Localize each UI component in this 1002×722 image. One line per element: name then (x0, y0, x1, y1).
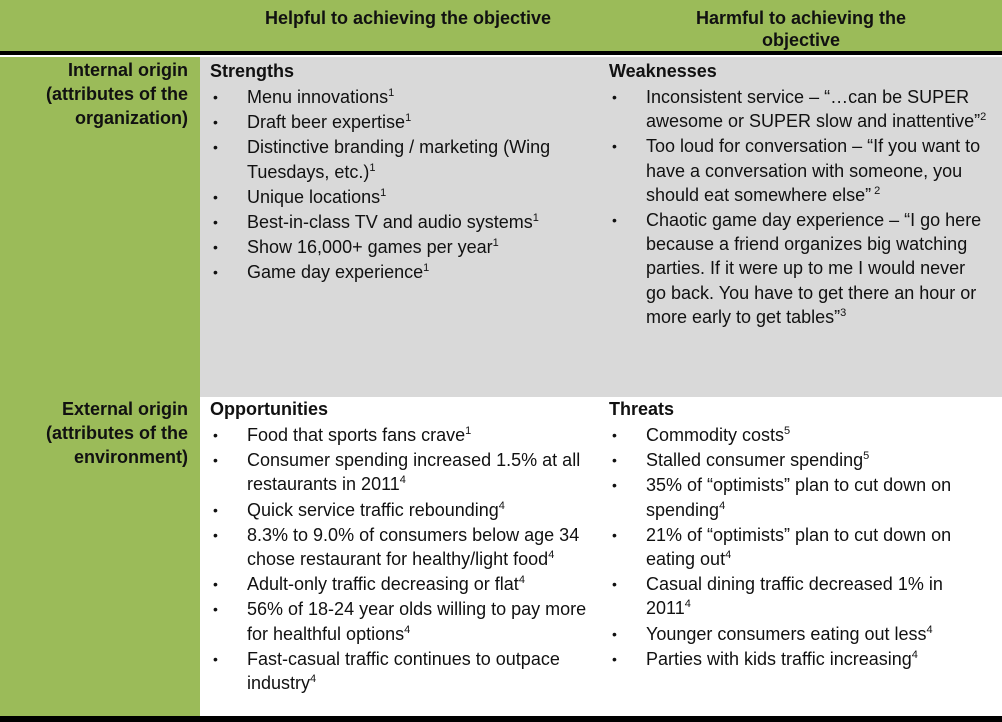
weaknesses-title: Weaknesses (609, 61, 717, 81)
list-item-text: Younger consumers eating out less (646, 623, 927, 644)
external-origin-line-3: environment) (73, 447, 188, 467)
list-item-text: Too loud for conversation – “If you want to have a conversation with someone, you should eat somewhere else” (646, 136, 981, 205)
list-item-text: Show 16,000+ games per year (247, 237, 493, 258)
bullet-icon: • (213, 526, 218, 543)
footnote-ref: 4 (404, 623, 411, 636)
list-item-text: Adult-only traffic decreasing or flat (247, 574, 519, 595)
opportunities-title: Opportunities (210, 399, 328, 419)
footnote-ref: 1 (369, 161, 376, 174)
bullet-icon: • (213, 264, 218, 281)
header-helpful-label: Helpful to achieving the objective (265, 8, 552, 28)
list-item (609, 423, 988, 447)
opportunities-list (210, 423, 592, 695)
bullet-icon: • (213, 601, 218, 618)
list-item (210, 498, 592, 522)
external-origin-line-1: External origin (61, 399, 188, 419)
footnote-ref: 1 (465, 425, 472, 437)
footnote-ref: 1 (388, 87, 395, 99)
list-item (609, 622, 988, 646)
bullet-icon: • (213, 139, 218, 156)
list-item-text: Chaotic game day experience – “I go here because a friend organizes big watching parties. If it were up to me I would never go back. You have to get there an hour or more early to get tables” (646, 210, 982, 327)
footnote-ref: 4 (548, 549, 555, 562)
list-item (210, 423, 592, 447)
footnote-ref: 4 (684, 598, 691, 611)
list-item (210, 85, 592, 109)
list-item-text: 56% of 18-24 year olds willing to pay more for healthful options (247, 599, 587, 644)
footnote-ref: 1 (492, 237, 499, 250)
footnote-ref: 1 (405, 112, 412, 125)
list-item (210, 135, 592, 183)
footnote-ref: 5 (784, 425, 791, 437)
bullet-icon: • (612, 452, 617, 469)
list-item (609, 134, 988, 207)
strengths-list (210, 85, 592, 285)
header-helpful-cell (200, 0, 600, 54)
bullet-icon: • (612, 212, 617, 229)
list-item (210, 448, 592, 496)
bullet-icon: • (213, 452, 218, 469)
list-item (609, 85, 988, 133)
internal-origin-label (46, 58, 188, 130)
header-harmful-cell (600, 0, 1002, 54)
external-origin-cell (0, 397, 200, 717)
bullet-icon: • (612, 138, 617, 155)
bullet-icon: • (612, 650, 617, 667)
bullet-icon: • (612, 576, 617, 593)
opportunities-cell (200, 397, 600, 717)
weaknesses-list (609, 85, 988, 329)
bullet-icon: • (612, 89, 617, 105)
bullet-icon: • (612, 625, 617, 642)
list-item-text: Casual dining traffic decreased 1% in 2011 (646, 574, 943, 619)
external-origin-label (46, 397, 188, 469)
list-item-text: Unique locations (247, 186, 381, 207)
list-item (210, 597, 592, 645)
list-item-text: 21% of “optimists” plan to cut down on eating out (646, 524, 952, 570)
list-item-text: Quick service traffic rebounding (247, 499, 499, 520)
footnote-ref: 1 (423, 262, 430, 275)
footnote-ref: 1 (380, 186, 387, 199)
bullet-icon: • (612, 427, 617, 443)
list-item-text: Game day experience (247, 262, 424, 283)
list-item (210, 523, 592, 571)
bullet-icon: • (612, 477, 617, 494)
bullet-icon: • (213, 214, 218, 231)
header-corner-cell (0, 0, 200, 54)
footnote-ref: 4 (310, 673, 317, 686)
internal-origin-cell (0, 57, 200, 397)
list-item (609, 208, 988, 329)
list-item (609, 523, 988, 571)
footnote-ref: 4 (926, 623, 933, 636)
footnote-ref: 4 (725, 549, 732, 562)
footnote-ref: 1 (532, 212, 539, 225)
bullet-icon: • (213, 239, 218, 256)
list-item (609, 647, 988, 671)
footnote-ref: 4 (911, 648, 918, 661)
bullet-icon: • (213, 501, 218, 518)
list-item-text: Fast-casual traffic continues to outpace industry (247, 648, 560, 694)
footnote-ref: 2 (871, 184, 881, 197)
list-item (609, 572, 988, 620)
header-bottom-rule (0, 51, 1002, 55)
weaknesses-cell (600, 57, 1002, 397)
strengths-cell (200, 57, 600, 397)
list-item (210, 235, 592, 259)
internal-origin-line-2: (attributes of the (46, 84, 188, 104)
header-harmful-label (600, 7, 1002, 51)
footnote-ref: 4 (719, 499, 726, 512)
list-item-text: Menu innovations (247, 87, 389, 107)
bullet-icon: • (213, 576, 218, 593)
list-item-text: Food that sports fans crave (247, 425, 466, 445)
list-item (609, 473, 988, 521)
list-item (210, 210, 592, 234)
footnote-ref: 4 (518, 574, 525, 587)
list-item-text: 8.3% to 9.0% of consumers below age 34 chose restaurant for healthy/light food (247, 524, 580, 570)
list-item (210, 647, 592, 695)
bullet-icon: • (213, 114, 218, 131)
footnote-ref: 4 (399, 474, 406, 487)
list-item (210, 185, 592, 209)
header-harmful-line-1: Harmful to achieving the (695, 8, 907, 28)
threats-cell (600, 397, 1002, 717)
list-item-text: Draft beer expertise (247, 112, 406, 133)
bullet-icon: • (213, 188, 218, 205)
list-item-text: Distinctive branding / marketing (Wing Tuesdays, etc.) (247, 137, 551, 182)
list-item (609, 448, 988, 472)
bullet-icon: • (213, 427, 218, 443)
external-origin-line-2: (attributes of the (46, 423, 188, 443)
header-harmful-line-2: objective (761, 30, 841, 50)
list-item-text: Commodity costs (646, 425, 785, 445)
footnote-ref: 2 (980, 111, 987, 124)
bullet-icon: • (612, 526, 617, 543)
list-item-text: Inconsistent service – “…can be SUPER awesome or SUPER slow and inattentive” (646, 87, 981, 132)
internal-origin-line-3: organization) (75, 108, 188, 128)
list-item-text: Best-in-class TV and audio systems (247, 212, 533, 233)
threats-list (609, 423, 988, 671)
list-item (210, 572, 592, 596)
bullet-icon: • (213, 650, 218, 667)
internal-origin-line-1: Internal origin (67, 60, 188, 80)
footnote-ref: 3 (840, 306, 847, 319)
table-bottom-rule (0, 716, 1002, 722)
list-item (210, 260, 592, 284)
bullet-icon: • (213, 89, 218, 105)
list-item-text: Parties with kids traffic increasing (646, 648, 912, 669)
list-item (210, 110, 592, 134)
list-item-text: 35% of “optimists” plan to cut down on spending (646, 475, 952, 520)
strengths-title: Strengths (210, 61, 295, 81)
list-item-text: Consumer spending increased 1.5% at all restaurants in 2011 (247, 450, 581, 495)
footnote-ref: 4 (498, 499, 505, 512)
footnote-ref: 5 (863, 450, 870, 463)
threats-title: Threats (609, 399, 675, 419)
list-item-text: Stalled consumer spending (646, 450, 864, 471)
